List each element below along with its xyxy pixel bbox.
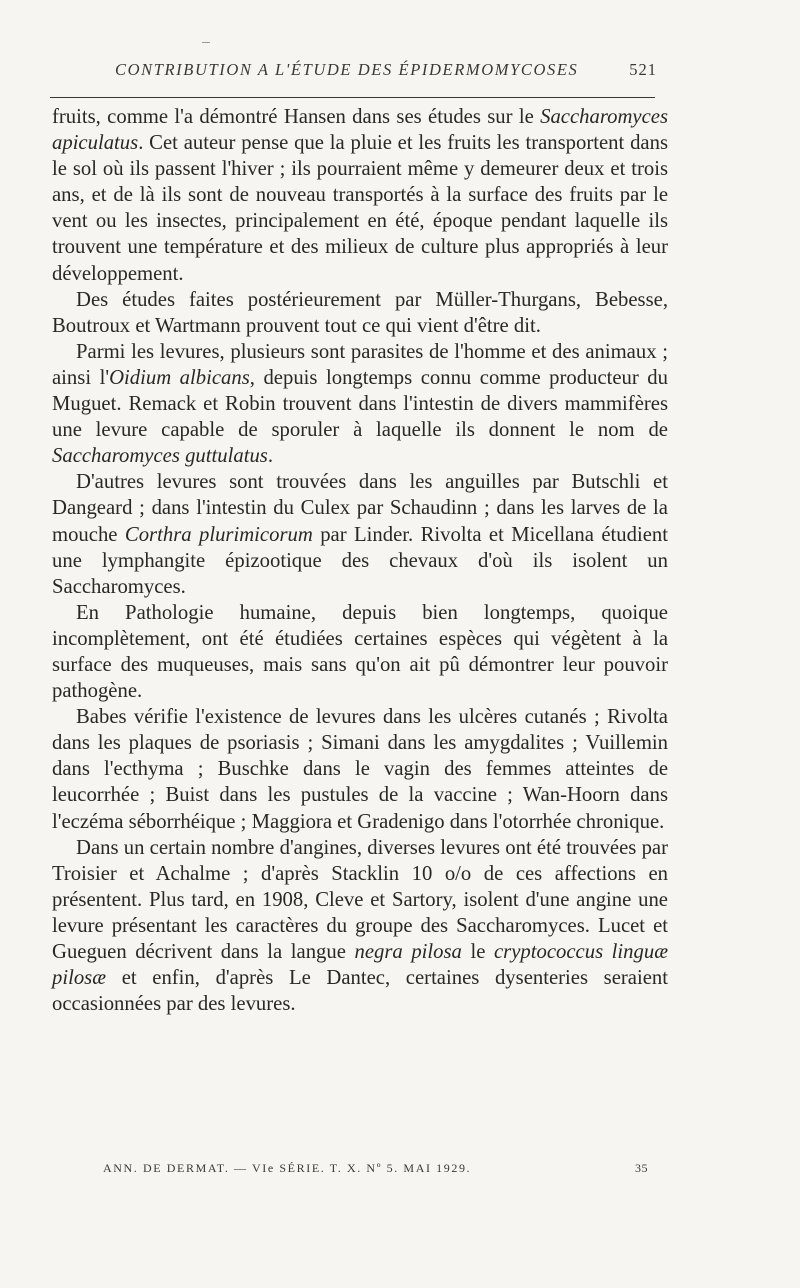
italic-term: Corthra plurimicorum [124,523,313,546]
italic-term: Saccharomyces apiculatus [52,106,668,155]
text-run: . Cet auteur pense que la pluie et les fruits les transportent dans le sol où ils passent l'hiver ; ils pourraient même y demeurer deux et trois ans, et de là ils sont de nouveau transportés à la surface des fruits par le vent ou les insectes, principalement en été, époque pendant laquelle ils trouvent une température et des milieux de culture plus appropriés à leur développement. [52,132,668,285]
text-run: par Linder. Rivolta et Micellana étudient une lymphangite épizootique des chevaux d'où ils isolent un Saccharomyces. [52,523,668,598]
paragraph [52,469,668,599]
page-footer [103,1161,648,1176]
italic-term: Saccharomyces guttulatus [52,445,268,468]
italic-term: cryptococcus linguæ pilosæ [52,941,669,990]
text-run: D'autres levures sont trouvées dans les anguilles par Butschli et Dangeard ; dans l'intestin du Culex par Schaudinn ; dans les larves de la mouche [52,471,668,546]
running-title: CONTRIBUTION A L'ÉTUDE DES ÉPIDERMOMYCOSES [115,60,579,79]
body-text [52,104,668,1017]
text-run: fruits, comme l'a démontré Hansen dans ses études sur le [52,106,541,128]
header-rule [50,97,655,98]
running-header [115,60,655,80]
paragraph [52,600,668,704]
page-number: 521 [629,60,657,79]
paragraph [52,339,668,469]
text-run: Des études faites postérieurement par Müller-Thurgans, Bebesse, Boutroux et Wartmann prouvent tout ce qui vient d'être dit. [52,288,668,337]
italic-term: negra pilosa [354,941,462,963]
text-run: En Pathologie humaine, depuis bien longtemps, quoique incomplètement, ont été étudiées certaines espèces qui végètent à la surface des muqueuses, mais sans qu'on ait pû démontrer leur pouvoir pathogène. [52,601,668,703]
text-run: le [461,941,494,963]
text-run: Babes vérifie l'existence de levures dans les ulcères cutanés ; Rivolta dans les plaques de psoriasis ; Simani dans les amygdalites ; Vuillemin dans l'ecthyma ; Buschke dans le vagin des femmes atteintes de leucorrhée ; Buist dans les pustules de la vaccine ; Wan-Hoorn dans l'eczéma séborrhéique ; Maggiora et Gradenigo dans l'otorrhée chronique. [52,706,668,833]
margin-mark [202,42,210,43]
text-run: Parmi les levures, plusieurs sont parasites de l'homme et des animaux ; ainsi l' [52,340,668,389]
paragraph [52,704,668,834]
journal-citation: ANN. DE DERMAT. — VIe SÉRIE. T. X. Nº 5. MAI 1929. [103,1161,472,1175]
text-run: et enfin, d'après Le Dantec, certaines dysenteries seraient occasionnées par des levures. [52,967,668,1016]
text-run: . [267,445,274,468]
signature-number: 35 [635,1161,648,1175]
paragraph [52,835,668,1018]
italic-term: Oidium albicans [109,366,250,389]
paragraph [52,104,668,287]
paragraph [52,287,668,339]
text-run: , depuis longtemps connu comme producteur du Muguet. Remack et Robin trouvent dans l'intestin de divers mammifères une levure capable de sporuler à laquelle ils donnent le nom de [52,366,668,442]
text-run: Dans un certain nombre d'angines, diverses levures ont été trouvées par Troisier et Achalme ; d'après Stacklin 10 o/o de ces affections en présentent. Plus tard, en 1908, Cleve et Sartory, isolent d'une angine une levure présentant les caractères du groupe des Saccharomyces. Lucet et Gueguen décrivent dans la langue [52,836,668,963]
